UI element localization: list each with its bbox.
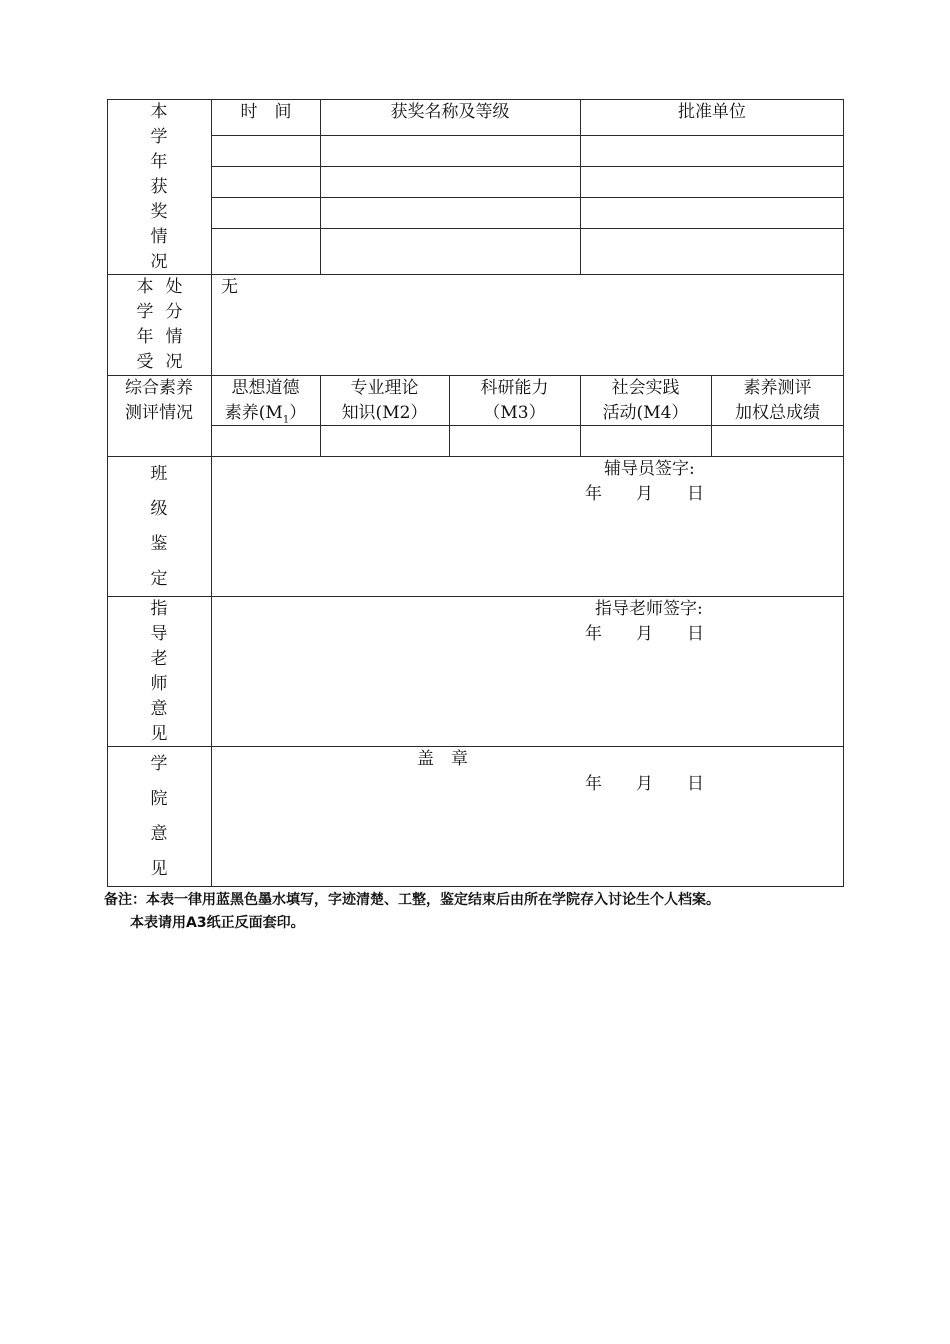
evaluation-label-line1: 综合素养 [125,378,193,398]
advisor-opinion-label: 指 导 老 师 意 见 [150,599,168,744]
class-review-date: 年 月 日 [585,484,704,504]
class-review-label: 班 级 鉴 定 [150,464,168,589]
punishment-label-col1: 本 学 年 受 [136,277,154,372]
eval-col-practice-line1: 社会实践 [611,378,680,398]
table-border-bottom [107,886,844,887]
punishment-label-col2: 处 分 情 况 [165,277,183,372]
eval-col-total-line2: 加权总成绩 [735,403,820,423]
label-column-divider [211,99,212,887]
eval-col-moral-line2: 素养$(M_1)$ [224,403,307,426]
eval-col-theory-line2: 知识(M2） [341,403,428,423]
awards-col-line [320,99,321,274]
awards-row-line [211,228,844,229]
table-border-right [843,99,844,887]
college-opinion-label: 学 院 意 见 [150,754,168,879]
counselor-signature-label: 辅导员签字: [604,459,695,479]
eval-col-practice-line2: 活动(M4） [602,403,689,423]
awards-header-unit: 批准单位 [678,102,746,122]
punishment-value: 无 [221,277,238,297]
eval-col-moral-line1: 思想道德 [231,378,300,398]
awards-col-line [580,99,581,274]
advisor-signature-label: 指导老师签字: [595,599,703,619]
advisor-opinion-date: 年 月 日 [585,624,704,644]
appraisal-form-table [107,99,844,887]
eval-col-research-line1: 科研能力 [480,378,549,398]
eval-col-research-line2: （M3） [483,403,546,423]
evaluation-label-line2: 测评情况 [125,403,193,423]
college-opinion-date: 年 月 日 [585,774,704,794]
eval-col-theory-line1: 专业理论 [350,378,419,398]
eval-col-total-line1: 素养测评 [743,378,812,398]
awards-section-label: 本 学 年 获 奖 情 况 [150,102,168,272]
college-seal-label: 盖 章 [417,749,468,769]
section-divider-class [107,596,844,597]
section-divider-evaluation [107,456,844,457]
note-line-1: 备注：本表一律用蓝黑色墨水填写，字迹清楚、工整，鉴定结束后由所在学院存入讨论生个人档案。 [104,892,720,908]
awards-row-line [211,135,844,136]
section-divider-awards [107,274,844,275]
awards-row-line [211,197,844,198]
awards-header-time: 时 间 [240,102,292,122]
section-divider-advisor [107,746,844,747]
awards-header-name: 获奖名称及等级 [390,102,510,122]
awards-row-line [211,166,844,167]
note-line-2: 本表请用A3纸正反面套印。 [130,915,305,931]
